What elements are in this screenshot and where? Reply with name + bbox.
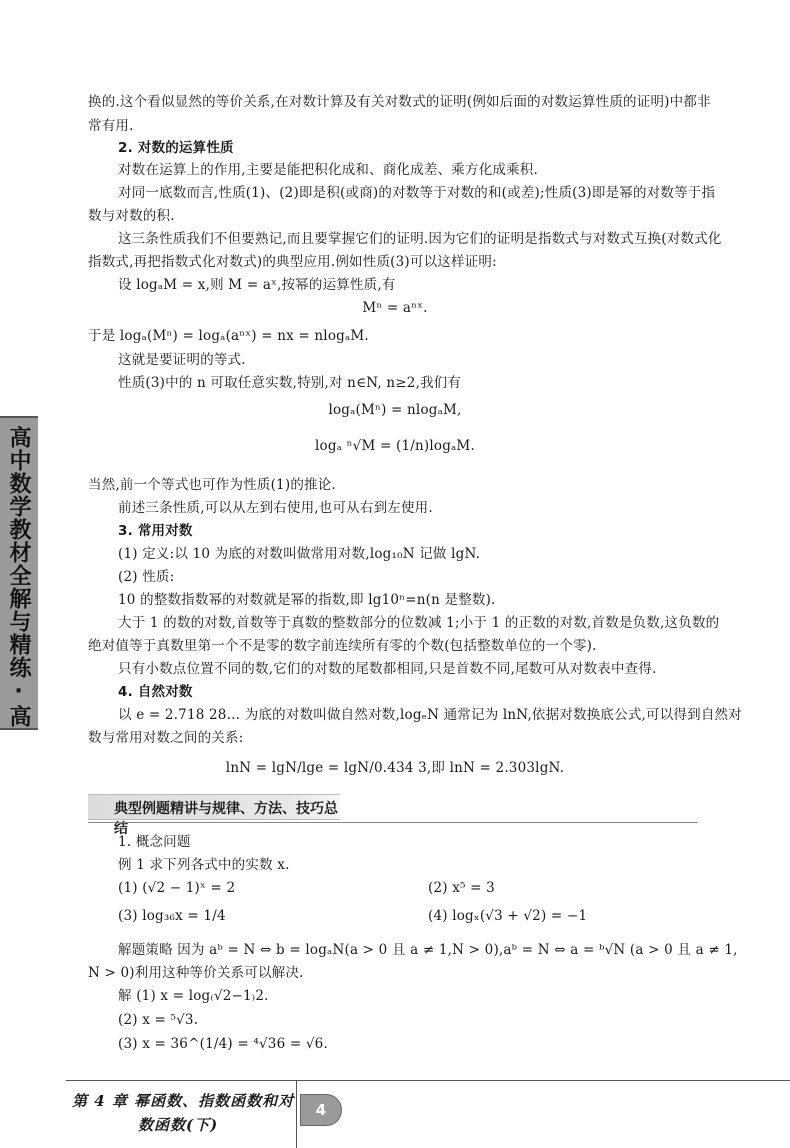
text-line: 性质(3)中的 n 可取任意实数,特别,对 n∈N, n≥2,我们有: [118, 375, 462, 391]
footer-vertical-divider: [296, 1080, 297, 1148]
formula: Mⁿ = aⁿˣ.: [362, 300, 428, 316]
text-line: 当然,前一个等式也可作为性质(1)的推论.: [88, 477, 336, 493]
text-line: (2) 性质:: [118, 569, 175, 585]
text-line: 设 logₐM = x,则 M = aˣ,按幂的运算性质,有: [118, 277, 396, 293]
text-line: 前述三条性质,可以从左到右使用,也可从右到左使用.: [118, 500, 433, 516]
text-line: (1) 定义:以 10 为底的对数叫做常用对数,log₁₀N 记做 lgN.: [118, 546, 481, 562]
text-line: 对同一底数而言,性质(1)、(2)即是积(或商)的对数等于对数的和(或差);性质(3)即是幂的对数等于指: [118, 185, 716, 201]
text-line: 指数式,再把指数式化对数式)的典型应用.例如性质(3)可以这样证明:: [88, 254, 497, 270]
example-item: (4) logₓ(√3 + √2) = −1: [428, 908, 588, 924]
side-tab: [0, 416, 38, 730]
example-item: (1) (√2 − 1)ˣ = 2: [118, 880, 236, 896]
text-line: 只有小数点位置不同的数,它们的对数的尾数都相同,只是首数不同,尾数可从对数表中查得.: [118, 661, 657, 677]
formula: lnN = lgN/lge = lgN/0.434 3,即 lnN = 2.303lgN.: [225, 760, 565, 776]
section-title: 典型例题精讲与规律、方法、技巧总结: [114, 801, 338, 837]
formula: 于是 logₐ(Mⁿ) = logₐ(aⁿˣ) = nx = nlogₐM.: [88, 328, 369, 344]
side-tab-text: 高中数学教材全解与精练·高: [6, 426, 31, 728]
solution-line: (2) x = ⁵√3.: [118, 1012, 199, 1028]
text-line: 常有用.: [88, 118, 134, 134]
footer-chapter: 第 4 章 幂函数、指数函数和对: [72, 1092, 295, 1110]
text-line: 绝对值等于真数里第一个不是零的数字前连续所有零的个数(包括整数单位的一个零).: [88, 638, 597, 654]
strategy-text: N > 0)利用这种等价关系可以解决.: [88, 965, 304, 981]
subsection-heading: 2. 对数的运算性质: [118, 140, 234, 156]
example-item: (3) log₃₆x = 1/4: [118, 908, 226, 924]
text-line: 换的.这个看似显然的等价关系,在对数计算及有关对数式的证明(例如后面的对数运算性质的证明)中都非: [88, 94, 711, 110]
text-line: 数与对数的积.: [88, 208, 175, 224]
text-line: 这三条性质我们不但要熟记,而且要掌握它们的证明.因为它们的证明是指数式与对数式互换(对数式化: [118, 231, 722, 247]
text-line: 数与常用对数之间的关系:: [88, 730, 244, 746]
text-line: 对数在运算上的作用,主要是能把积化成和、商化成差、乘方化成乘积.: [118, 162, 538, 178]
subsection-heading: 4. 自然对数: [118, 684, 193, 700]
strategy-text: 解题策略 因为 aᵇ = N ⇔ b = logₐN(a > 0 且 a ≠ 1,N > 0),aᵇ = N ⇔ a = ᵇ√N (a > 0 且 a ≠ 1,: [118, 942, 738, 958]
solution-line: (3) x = 36^(1/4) = ⁴√36 = √6.: [118, 1036, 328, 1052]
text-line: 以 e = 2.718 28… 为底的对数叫做自然对数,logₑN 通常记为 lnN,依据对数换底公式,可以得到自然对: [118, 707, 742, 723]
text-line: 大于 1 的数的对数,首数等于真数的整数部分的位数减 1;小于 1 的正数的对数,首数是负数,这负数的: [118, 615, 720, 631]
formula: logₐ(Mⁿ) = nlogₐM,: [328, 402, 462, 418]
section-banner: [88, 794, 340, 837]
text-line: 这就是要证明的等式.: [118, 352, 246, 368]
example-item: (2) x⁵ = 3: [428, 880, 495, 896]
formula: logₐ ⁿ√M = (1/n)logₐM.: [315, 438, 475, 454]
page-number: 4: [300, 1094, 342, 1126]
solution-line: 解 (1) x = log₍√2−1₎2.: [118, 988, 269, 1004]
footer-divider: [66, 1080, 790, 1081]
subsection-heading: 3. 常用对数: [118, 523, 193, 539]
footer-chapter-cont: 数函数(下): [138, 1116, 219, 1134]
section-rule: [88, 822, 698, 823]
subsection-heading: 1. 概念问题: [118, 834, 191, 850]
example-title: 例 1 求下列各式中的实数 x.: [118, 857, 290, 873]
text-line: 10 的整数指数幂的对数就是幂的指数,即 lg10ⁿ=n(n 是整数).: [118, 592, 496, 608]
